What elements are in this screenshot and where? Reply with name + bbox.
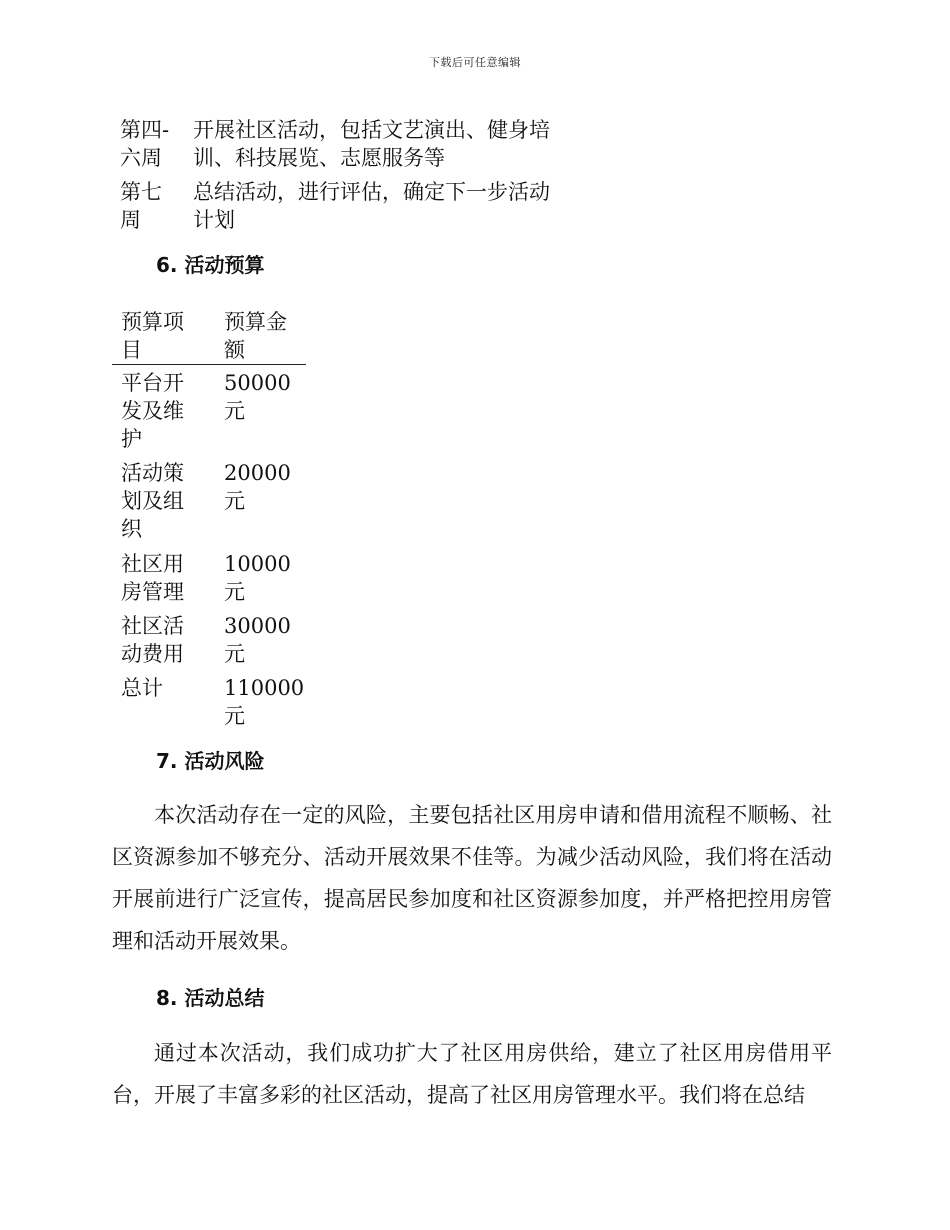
section-heading-budget: 6. 活动预算 xyxy=(156,253,265,277)
budget-item: 社区用房管理 xyxy=(121,552,184,604)
section-heading-risk: 7. 活动风险 xyxy=(156,749,265,773)
summary-paragraph: 通过本次活动，我们成功扩大了社区用房供给，建立了社区用房借用平台，开展了丰富多彩的社区活动，提高了社区用房管理水平。我们将在总结 xyxy=(112,1041,832,1107)
schedule-content: 开展社区活动，包括文艺演出、健身培训、科技展览、志愿服务等 xyxy=(193,118,550,170)
budget-amount: 110000元 xyxy=(224,676,305,728)
section-heading-summary: 8. 活动总结 xyxy=(156,986,265,1010)
budget-amount: 20000元 xyxy=(224,461,291,513)
budget-table xyxy=(112,306,306,732)
budget-item: 总计 xyxy=(121,676,163,700)
budget-row xyxy=(112,365,306,455)
budget-amount: 10000元 xyxy=(224,552,291,604)
budget-row xyxy=(112,608,306,670)
schedule-period: 第七周 xyxy=(120,180,162,232)
budget-row xyxy=(112,546,306,608)
budget-amount: 30000元 xyxy=(224,614,291,666)
budget-row xyxy=(112,455,306,546)
budget-header-item: 预算项目 xyxy=(121,310,184,362)
header-note: 下载后可任意编辑 xyxy=(429,56,521,69)
budget-item: 平台开发及维护 xyxy=(121,371,184,451)
schedule-content: 总结活动，进行评估，确定下一步活动计划 xyxy=(193,180,550,232)
budget-item: 活动策划及组织 xyxy=(121,461,184,541)
schedule-row xyxy=(120,178,560,236)
budget-item: 社区活动费用 xyxy=(121,614,184,666)
schedule-period: 第四-六周 xyxy=(120,118,170,170)
budget-table-header xyxy=(112,306,306,365)
risk-paragraph: 本次活动存在一定的风险，主要包括社区用房申请和借用流程不顺畅、社区资源参加不够充分、活动开展效果不佳等。为减少活动风险，我们将在活动开展前进行广泛宣传，提高居民参加度和社区资源参加度，并严格把控用房管理和活动开展效果。 xyxy=(112,803,832,953)
schedule-row xyxy=(120,116,560,174)
budget-row xyxy=(112,670,306,732)
budget-amount: 50000元 xyxy=(224,371,291,423)
budget-header-amount: 预算金额 xyxy=(224,310,287,362)
